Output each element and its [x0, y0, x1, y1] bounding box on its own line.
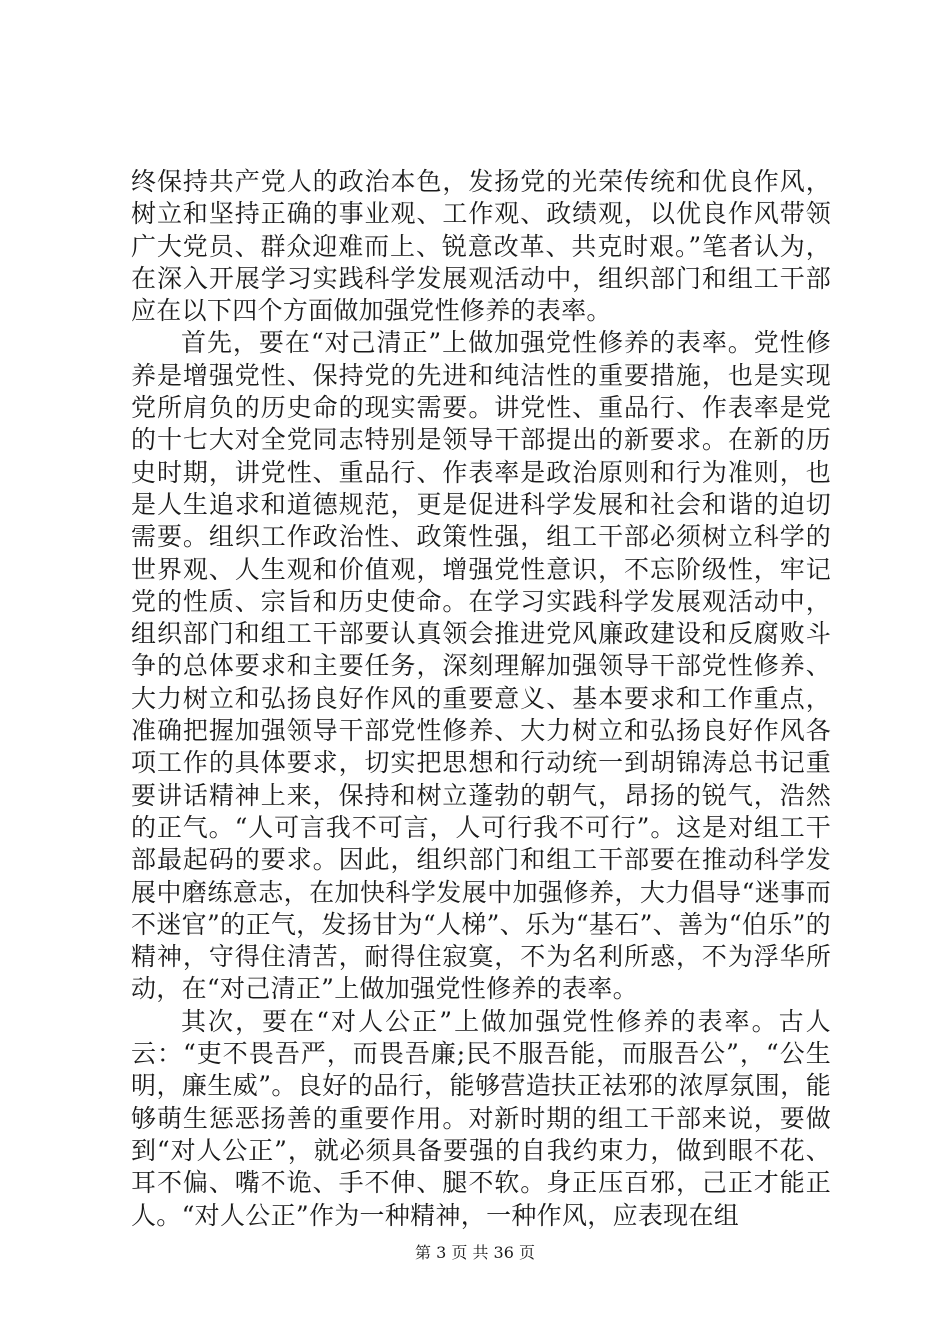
body-text [131, 166, 831, 1232]
paragraph-1: 终保持共产党人的政治本色，发扬党的光荣传统和优良作风，树立和坚持正确的事业观、工作观、政绩观，以优良作风带领广大党员、群众迎难而上、锐意改革、共克时艰。”笔者认为，在深入开展学习实践科学发展观活动中，组织部门和组工干部应在以下四个方面做加强党性修养的表率。 [131, 167, 831, 326]
page-footer: 第 3 页 共 36 页 [415, 1243, 535, 1262]
paragraph-3: 其次，要在“对人公正”上做加强党性修养的表率。古人云：“吏不畏吾严，而畏吾廉;民不服吾能，而服吾公”，“公生明，廉生威”。良好的品行，能够营造扶正祛邪的浓厚氛围，能够萌生惩恶扬善的重要作用。对新时期的组工干部来说，要做到“对人公正”，就必须具备要强的自我约束力，做到眼不花、耳不偏、嘴不诡、手不伸、腿不软。身正压百邪，己正才能正人。“对人公正”作为一种精神，一种作风，应表现在组 [131, 1006, 831, 1230]
paragraph-2: 首先，要在“对己清正”上做加强党性修养的表率。党性修养是增强党性、保持党的先进和纯洁性的重要措施，也是实现党所肩负的历史命的现实需要。讲党性、重品行、作表率是党的十七大对全党同志特别是领导干部提出的新要求。在新的历史时期，讲党性、重品行、作表率是政治原则和行为准则，也是人生追求和道德规范，更是促进科学发展和社会和谐的迫切需要。组织工作政治性、政策性强，组工干部必须树立科学的世界观、人生观和价值观，增强党性意识，不忘阶级性，牢记党的性质、宗旨和历史使命。在学习实践科学发展观活动中，组织部门和组工干部要认真领会推进党风廉政建设和反腐败斗争的总体要求和主要任务，深刻理解加强领导干部党性修养、大力树立和弘扬良好作风的重要意义、基本要求和工作重点，准确把握加强领导干部党性修养、大力树立和弘扬良好作风各项工作的具体要求，切实把思想和行动统一到胡锦涛总书记重要讲话精神上来，保持和树立蓬勃的朝气，昂扬的锐气，浩然的正气。“人可言我不可言，人可行我不可行”。这是对组工干部最起码的要求。因此，组织部门和组工干部要在推动科学发展中磨练意志，在加快科学发展中加强修养，大力倡导“迷事而不迷官”的正气，发扬甘为“人梯”、乐为“基石”、善为“伯乐”的精神，守得住清苦，耐得住寂寞，不为名利所惑，不为浮华所动，在“对己清正”上做加强党性修养的表率。 [131, 328, 831, 1004]
